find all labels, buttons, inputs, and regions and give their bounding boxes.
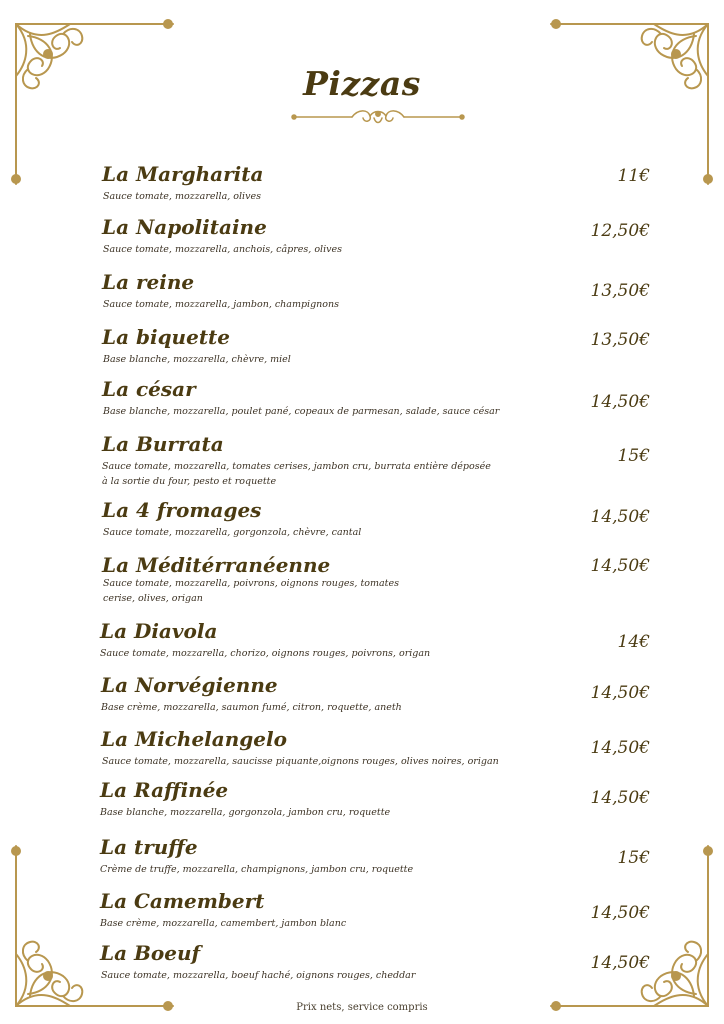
pizza-name: La reine [102, 270, 195, 294]
pizza-price: 14,50€ [590, 392, 650, 412]
pizza-description: Sauce tomate, mozzarella, chorizo, oignons rouges, poivrons, origan [100, 648, 431, 659]
pizza-name: La Raffinée [100, 778, 229, 802]
pizza-description: Base blanche, mozzarella, gorgonzola, jambon cru, roquette [100, 807, 391, 818]
pizza-price: 13,50€ [590, 330, 650, 350]
pizza-price: 14,50€ [590, 507, 650, 527]
pizza-name: La Margharita [102, 162, 264, 186]
pizza-price: 14,50€ [590, 556, 650, 576]
pizza-name: La Camembert [100, 889, 265, 913]
pizza-price: 14,50€ [590, 683, 650, 703]
pizza-price: 12,50€ [590, 221, 650, 241]
pizza-description: Sauce tomate, mozzarella, saucisse piquante,oignons rouges, olives noires, origan [102, 756, 499, 767]
title-divider-ornament [290, 106, 466, 126]
pizza-price: 14,50€ [590, 788, 650, 808]
pizza-description: Sauce tomate, mozzarella, olives [103, 191, 261, 202]
pizza-name: La Norvégienne [101, 673, 278, 697]
pizza-name: La Burrata [102, 432, 224, 456]
pizza-name: La Diavola [100, 619, 218, 643]
pizza-description: Base crème, mozzarella, saumon fumé, citron, roquette, aneth [101, 702, 402, 713]
pizza-price: 14€ [617, 632, 650, 652]
pizza-description: Crème de truffe, mozzarella, champignons, jambon cru, roquette [100, 864, 414, 875]
pizza-name: La 4 fromages [102, 498, 262, 522]
pizza-description: Sauce tomate, mozzarella, tomates cerises, jambon cru, burrata entière déposée à la sortie du four, pesto et roquette [102, 461, 491, 487]
pizza-price: 14,50€ [590, 738, 650, 758]
pizza-price: 14,50€ [590, 903, 650, 923]
pizza-name: La césar [102, 377, 196, 401]
pizza-description: Sauce tomate, mozzarella, poivrons, oignons rouges, tomates cerise, olives, origan [103, 578, 399, 604]
pizza-name: La Méditérranéenne [102, 553, 331, 577]
pizza-name: La truffe [100, 835, 198, 859]
pizza-description: Sauce tomate, mozzarella, gorgonzola, chèvre, cantal [103, 527, 362, 538]
pizza-name: La Michelangelo [101, 727, 287, 751]
pizza-price: 14,50€ [590, 953, 650, 973]
pizza-description: Sauce tomate, mozzarella, boeuf haché, oignons rouges, cheddar [101, 970, 416, 981]
pizza-description: Sauce tomate, mozzarella, anchois, câpres, olives [103, 244, 342, 255]
pizza-name: La Napolitaine [102, 215, 267, 239]
pizza-price: 15€ [617, 848, 650, 868]
pizza-price: 15€ [617, 446, 650, 466]
pizza-description: Sauce tomate, mozzarella, jambon, champignons [103, 299, 340, 310]
pizza-name: La biquette [102, 325, 231, 349]
pizza-description: Base blanche, mozzarella, poulet pané, copeaux de parmesan, salade, sauce césar [103, 406, 500, 417]
pizza-price: 11€ [617, 166, 650, 186]
pizza-description: Base blanche, mozzarella, chèvre, miel [103, 354, 291, 365]
footer-note: Prix nets, service compris [296, 1002, 428, 1013]
pizza-name: La Boeuf [100, 941, 201, 965]
pizza-description: Base crème, mozzarella, camembert, jambon blanc [100, 918, 347, 929]
page-title: Pizzas [303, 64, 421, 103]
pizza-price: 13,50€ [590, 281, 650, 301]
